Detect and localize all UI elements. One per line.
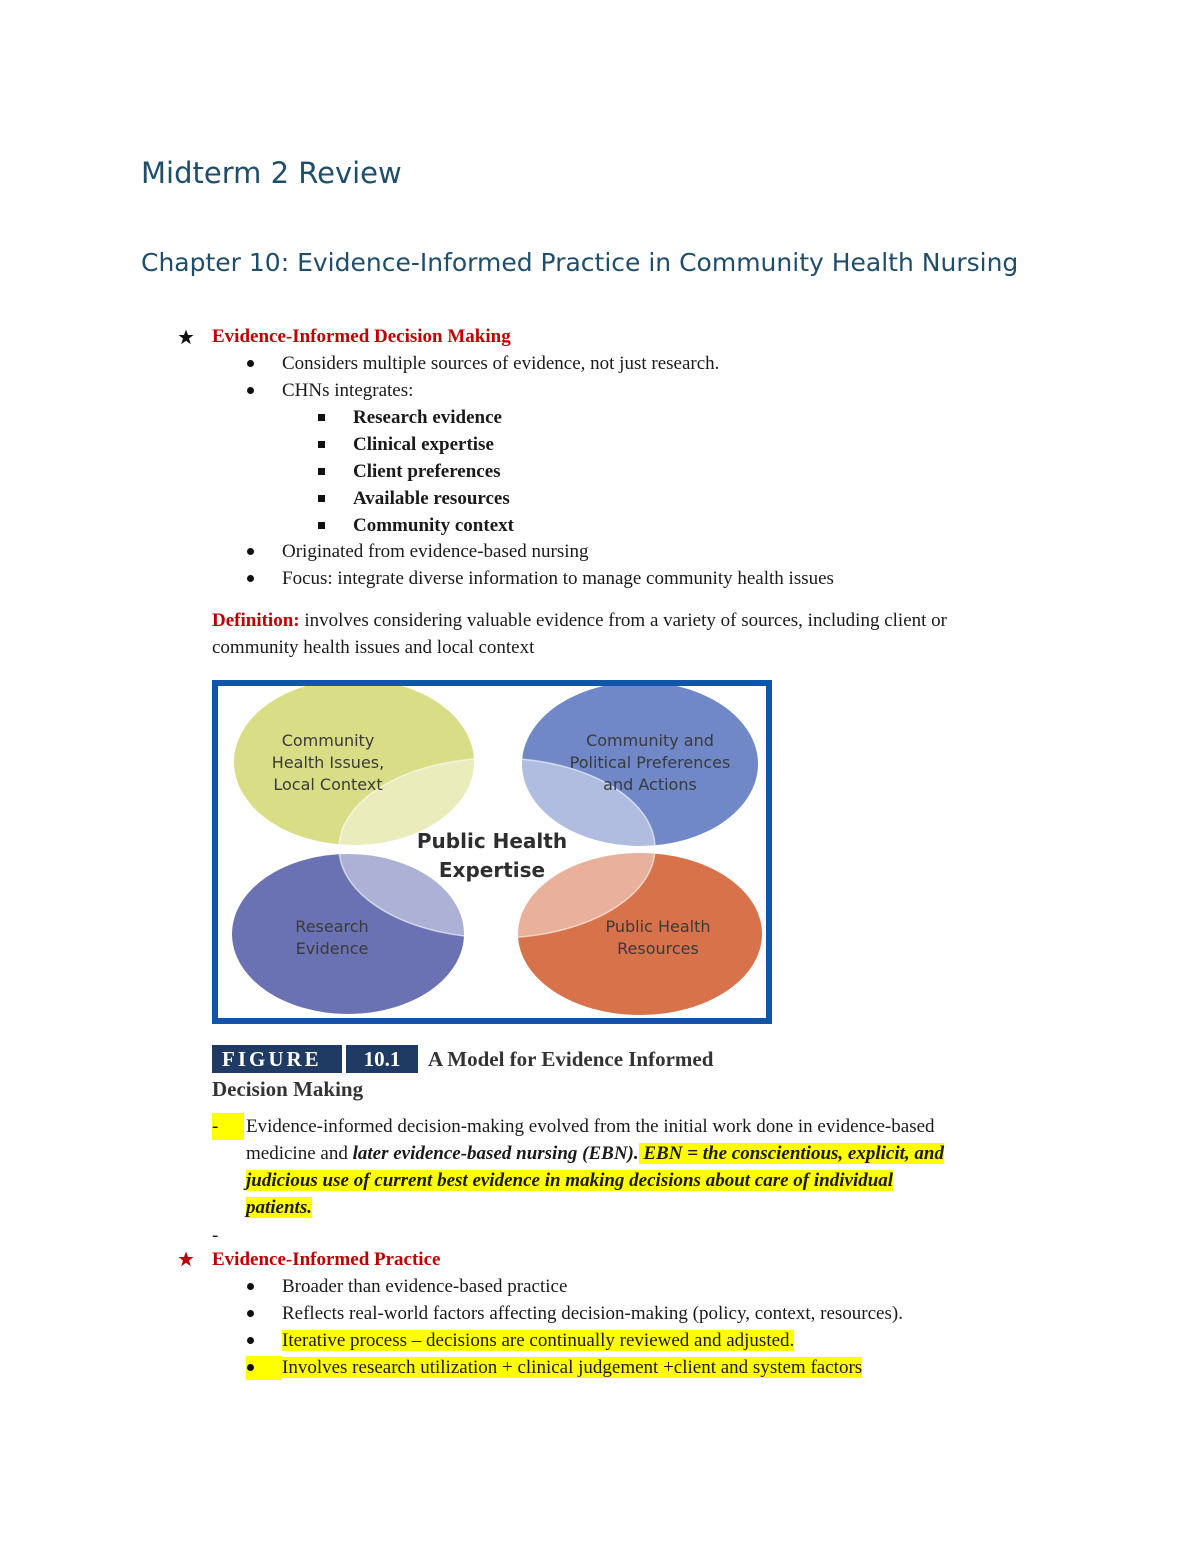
page-title: Midterm 2 Review <box>141 156 402 190</box>
list-item <box>282 1354 862 1381</box>
list-item: Reflects real-world factors affecting decision-making (policy, context, resources). <box>282 1303 903 1324</box>
section-heading-eip: Evidence-Informed Practice <box>212 1249 441 1270</box>
ebn-line-4 <box>246 1194 312 1221</box>
bullet-icon <box>247 548 254 555</box>
label-bl-1: Research <box>295 917 369 936</box>
bullet-icon <box>247 1310 254 1317</box>
sub-list-item: Client preferences <box>353 461 501 482</box>
bullet-icon <box>247 1337 254 1344</box>
bullet-icon <box>247 575 254 582</box>
ebn-highlight-4: patients. <box>246 1197 312 1218</box>
sub-list-item: Research evidence <box>353 407 502 428</box>
bullet-icon <box>247 1283 254 1290</box>
label-br-2: Resources <box>617 939 699 958</box>
section-heading-eidm: Evidence-Informed Decision Making <box>212 326 511 347</box>
square-bullet-icon <box>318 522 325 529</box>
caption-text: A Model for Evidence Informed <box>428 1047 714 1071</box>
dash-marker: - <box>212 1113 244 1140</box>
list-item: Broader than evidence-based practice <box>282 1276 568 1297</box>
bullet-icon <box>247 387 254 394</box>
label-tr-2: Political Preferences <box>569 753 731 772</box>
label-center-1: Public Health <box>416 829 568 853</box>
definition-text: involves considering valuable evidence from a variety of sources, including client or <box>299 610 947 631</box>
definition-line-1 <box>212 607 947 634</box>
ebn-line-3 <box>246 1167 893 1194</box>
caption-text-2: Decision Making <box>212 1077 364 1101</box>
sub-list-item: Community context <box>353 515 514 536</box>
list-item: CHNs integrates: <box>282 380 414 401</box>
square-bullet-icon <box>318 495 325 502</box>
ebn-bold-italic: later evidence-based nursing (EBN). <box>352 1143 639 1164</box>
label-br-1: Public Health <box>605 917 711 936</box>
definition-label: Definition: <box>212 610 300 631</box>
black-star-icon <box>178 329 194 345</box>
square-bullet-icon <box>318 468 325 475</box>
ebn-line-1: Evidence-informed decision-making evolved from the initial work done in evidence-based <box>246 1116 935 1137</box>
list-item-highlight: Involves research utilization + clinical judgement +client and system factors <box>282 1357 863 1378</box>
sub-list-item: Available resources <box>353 488 510 509</box>
ebn-plain: medicine and <box>246 1143 353 1164</box>
caption-number: 10.1 <box>342 1045 418 1073</box>
square-bullet-icon <box>318 414 325 421</box>
label-tr-1: Community and <box>586 731 714 750</box>
caption-label: FIGURE <box>212 1045 342 1073</box>
sub-list-item: Clinical expertise <box>353 434 494 455</box>
venn-figure <box>212 680 772 1024</box>
list-item: Originated from evidence-based nursing <box>282 541 589 562</box>
ebn-highlight: EBN = the conscientious, explicit, and <box>638 1143 944 1164</box>
definition-line-2: community health issues and local context <box>212 637 535 658</box>
chapter-heading: Chapter 10: Evidence-Informed Practice in Community Health Nursing <box>141 248 1019 277</box>
red-star-icon <box>178 1251 194 1267</box>
label-tr-3: and Actions <box>603 775 697 794</box>
list-item-highlight: Iterative process – decisions are continually reviewed and adjusted. <box>282 1330 795 1351</box>
bullet-icon <box>247 360 254 367</box>
ebn-line-2 <box>246 1140 944 1167</box>
ebn-highlight-3: judicious use of current best evidence in making decisions about care of individual <box>246 1170 894 1191</box>
label-tl-3: Local Context <box>273 775 383 794</box>
list-item <box>282 1327 794 1354</box>
bullet-icon <box>247 1364 254 1371</box>
square-bullet-icon <box>318 441 325 448</box>
list-item: Focus: integrate diverse information to manage community health issues <box>282 568 834 589</box>
venn-diagram <box>218 686 766 1018</box>
trailing-dash: - <box>212 1225 219 1246</box>
label-tl-2: Health Issues, <box>271 753 385 772</box>
label-bl-2: Evidence <box>295 939 369 958</box>
label-center-2: Expertise <box>438 858 546 882</box>
list-item: Considers multiple sources of evidence, not just research. <box>282 353 720 374</box>
label-tl-1: Community <box>281 731 375 750</box>
